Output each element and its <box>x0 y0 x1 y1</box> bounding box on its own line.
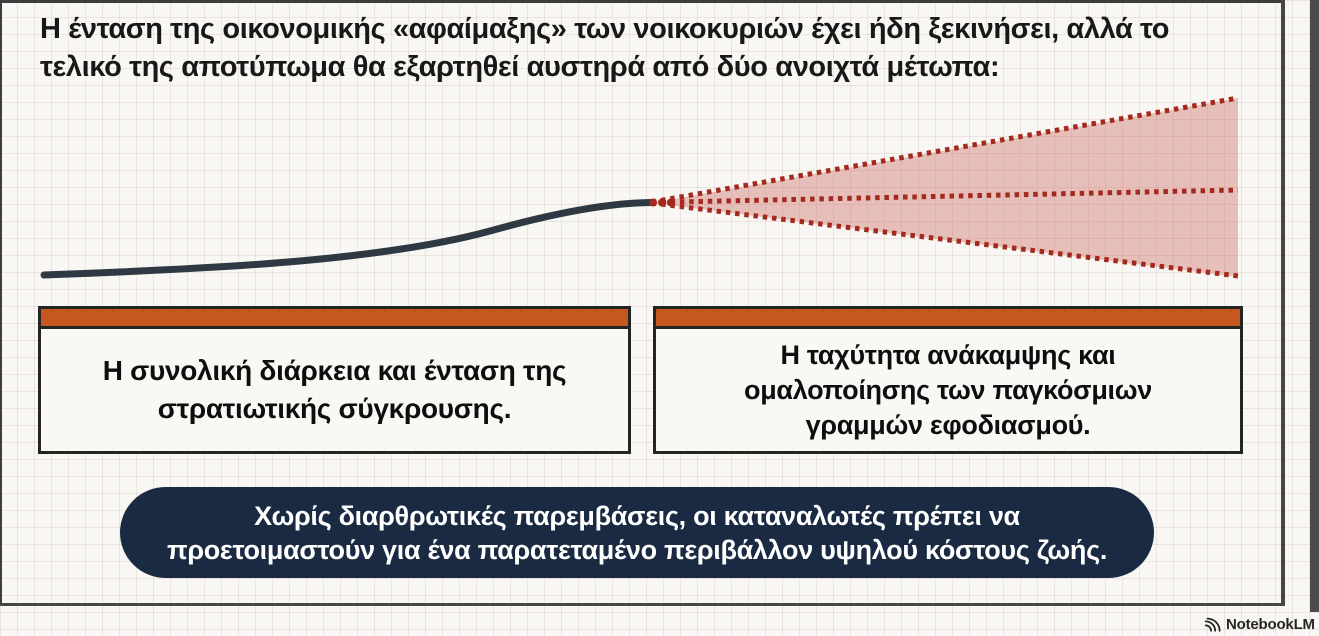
factor-box-text <box>656 329 1240 451</box>
factor-line: Η συνολική διάρκεια και ένταση της <box>102 355 567 386</box>
factor-line: ομαλοποίησης των παγκόσμιων <box>744 374 1152 405</box>
factor-box-military-conflict <box>38 306 631 454</box>
notebooklm-label: NotebookLM <box>1226 615 1315 633</box>
factor-box-supply-chains <box>653 306 1243 454</box>
fan-apex-dot <box>667 199 675 207</box>
frame-border-left <box>0 0 2 606</box>
slide-title-line: Η ένταση της οικονομικής «αφαίμαξης» των νοικοκυριών έχει ήδη ξεκινήσει, αλλά το <box>40 13 1170 45</box>
frame-border-top <box>0 0 1285 3</box>
frame-border-right <box>1281 0 1285 606</box>
conclusion-banner <box>120 487 1154 578</box>
notebooklm-branding <box>1203 613 1315 635</box>
fan-apex-dot <box>658 199 666 207</box>
factor-line: γραμμών εφοδιασμού. <box>805 409 1091 440</box>
uncertainty-band <box>652 98 1238 277</box>
slide-title-line: τελικό της αποτύπωμα θα εξαρτηθεί αυστηρά από δύο ανοιχτά μέτωπα: <box>40 51 1000 83</box>
frame-border-bottom <box>0 603 1285 606</box>
conclusion-line: προετοιμαστούν για ένα παρατεταμένο περιβάλλον υψηλού κόστους ζωής. <box>166 534 1108 565</box>
factor-line: στρατιωτικής σύγκρουσης. <box>157 393 512 424</box>
box-accent-bar <box>656 309 1240 329</box>
screen-edge-strip <box>1310 0 1319 612</box>
fan-apex-dot <box>649 199 657 207</box>
box-accent-bar <box>41 309 628 329</box>
conclusion-line: Χωρίς διαρθρωτικές παρεμβάσεις, οι καταναλωτές πρέπει να <box>254 500 1020 531</box>
factor-box-text <box>41 329 628 451</box>
factor-line: Η ταχύτητα ανάκαμψης και <box>780 339 1116 370</box>
trend-curve <box>44 203 650 276</box>
slide-title <box>40 10 1275 86</box>
notebooklm-icon <box>1203 617 1221 632</box>
